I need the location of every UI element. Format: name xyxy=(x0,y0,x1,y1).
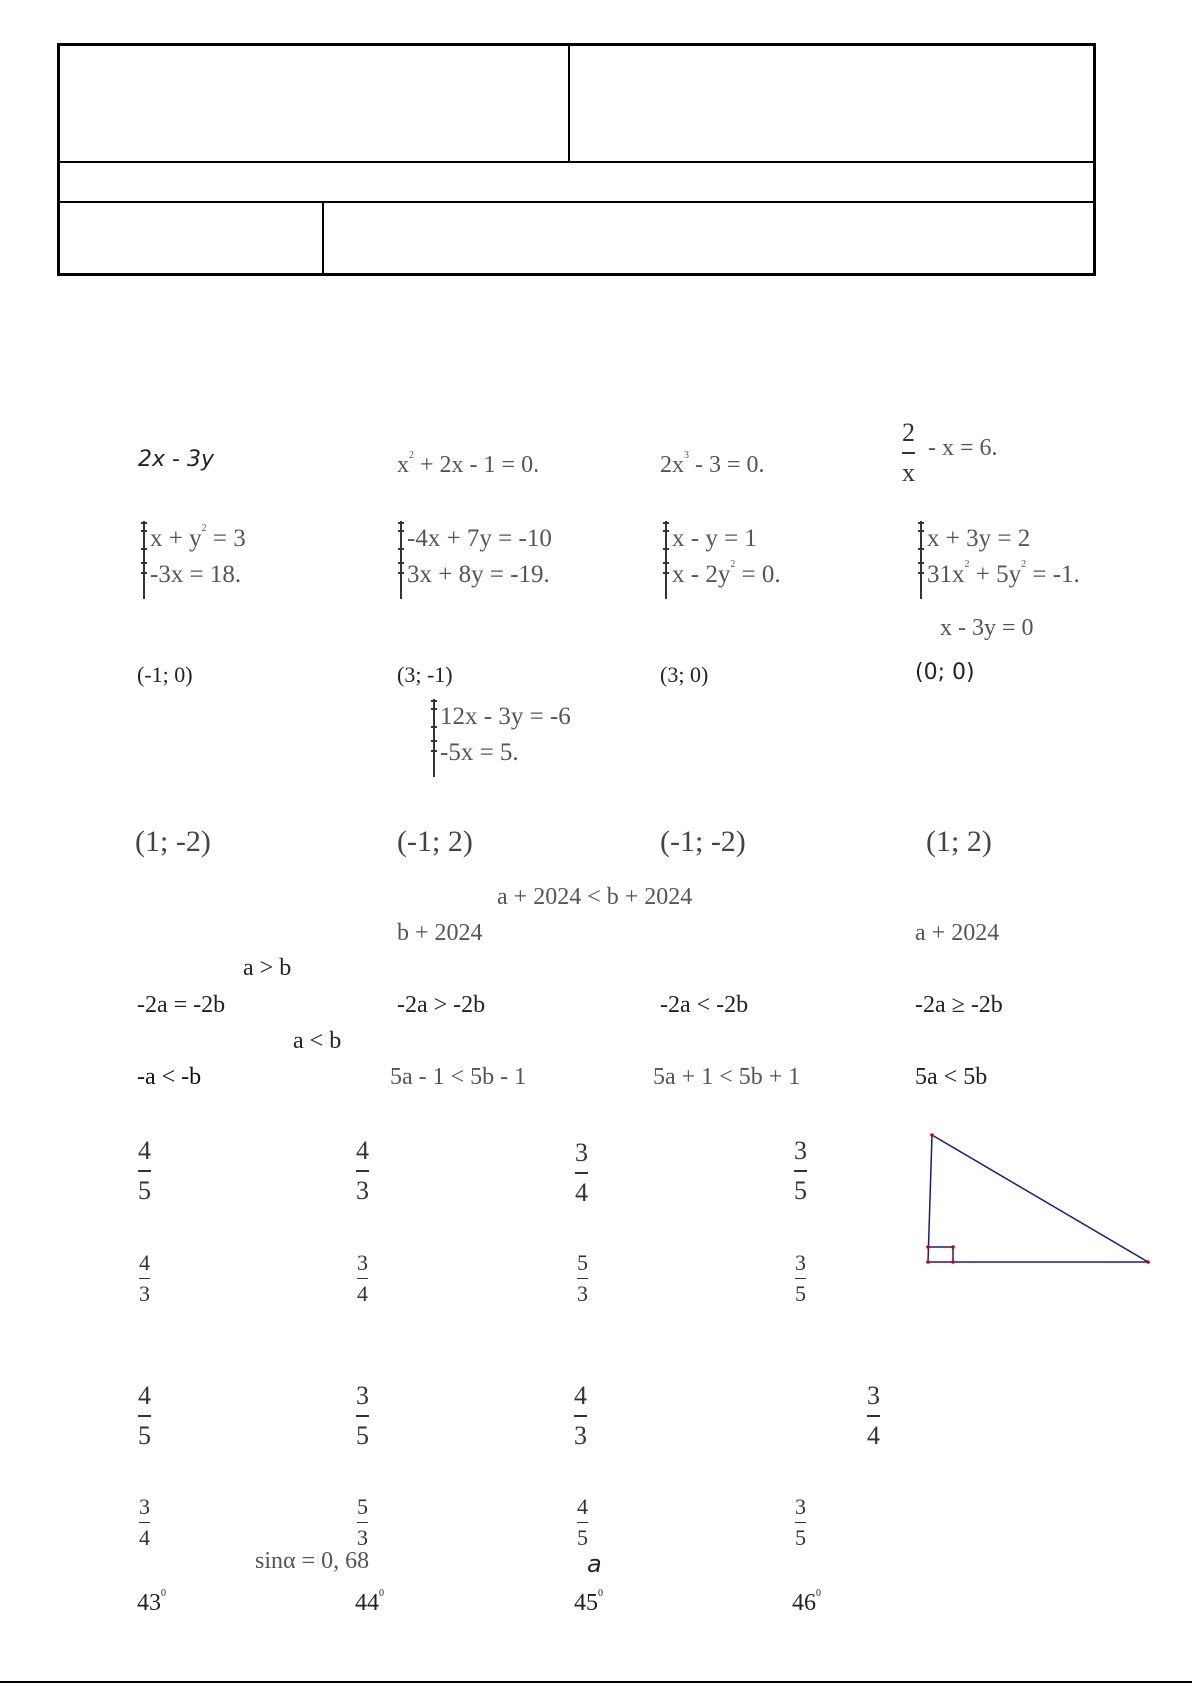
brace-icon xyxy=(138,519,148,601)
angle-option-1: $43^0$ xyxy=(137,1588,166,1616)
option-q7-2: 5a - 1 < 5b - 1 xyxy=(390,1064,527,1090)
right-angle-marker xyxy=(928,1247,953,1262)
right-triangle-diagram xyxy=(920,1132,1152,1280)
fraction-q10-4: 3 4 xyxy=(867,1381,880,1450)
option-cubic: $2x^3 - 3 = 0$. xyxy=(660,450,765,478)
pair-q4-3: (-1; -2) xyxy=(660,825,746,858)
fraction-q9-3: 5 3 xyxy=(577,1250,588,1306)
fraction-q11-3: 4 5 xyxy=(577,1494,588,1550)
pair-option-3: (3; 0) xyxy=(660,662,709,687)
fraction-q11-1: 3 4 xyxy=(139,1494,150,1550)
fraction-q8-1: 4 5 xyxy=(138,1136,151,1205)
option-q6-3: -2a < -2b xyxy=(660,992,749,1018)
header-row-2 xyxy=(60,161,1093,203)
option-fraction-2-over-x: 2 x xyxy=(902,418,915,487)
system-line-2: $31x^2 + 5y^2 = -1$. xyxy=(927,559,1080,588)
system-line-2: 3x + 8y = -19. xyxy=(407,561,550,588)
pair-q4-4: (1; 2) xyxy=(926,825,992,858)
header-table xyxy=(57,43,1096,276)
angle-variable: a xyxy=(587,1550,602,1578)
system-line-1: -4x + 7y = -10 xyxy=(407,525,552,552)
inequality-option-d: a + 2024 xyxy=(915,920,1000,946)
fraction-q10-2: 3 5 xyxy=(356,1381,369,1450)
inequality-option-b: b + 2024 xyxy=(397,920,483,946)
brace-icon xyxy=(660,519,670,601)
option-q7-3: 5a + 1 < 5b + 1 xyxy=(653,1064,801,1090)
system-line-2: $x - 2y^2 = 0$. xyxy=(672,559,781,588)
fraction-q11-4: 3 5 xyxy=(795,1494,806,1550)
angle-option-4: $46^0$ xyxy=(792,1588,821,1616)
triangle-shape xyxy=(928,1135,1148,1262)
system-line-2: -3x = 18. xyxy=(150,561,242,588)
condition-a-gt-b: a > b xyxy=(243,955,292,981)
brace-icon xyxy=(915,519,925,601)
inequality-main: a + 2024 < b + 2024 xyxy=(497,884,693,910)
option-quadratic: $x^2 + 2x - 1 = 0$. xyxy=(397,450,540,478)
angle-option-3: $45^0$ xyxy=(574,1588,603,1616)
pair-option-2: (3; -1) xyxy=(397,662,453,687)
fraction-q9-4: 3 5 xyxy=(795,1250,806,1306)
pair-q4-1: (1; -2) xyxy=(135,825,211,858)
header-row-1 xyxy=(60,46,1093,163)
marker-point xyxy=(951,1260,955,1264)
marker-point xyxy=(926,1245,930,1249)
pair-q4-2: (-1; 2) xyxy=(397,825,473,858)
brace-icon xyxy=(395,519,405,601)
system-line-1: x + 3y = 2 xyxy=(927,525,1031,552)
option-q7-4: 5a < 5b xyxy=(915,1064,988,1090)
sin-given: sinα = 0, 68 xyxy=(255,1548,370,1574)
pair-option-4: (0; 0) xyxy=(915,660,975,685)
vertex-top xyxy=(930,1133,934,1137)
header-cell-left xyxy=(60,46,570,161)
option-q6-2: -2a > -2b xyxy=(397,992,486,1018)
option-q7-1: -a < -b xyxy=(137,1064,202,1090)
fraction-q8-3: 3 4 xyxy=(575,1138,588,1207)
option-q6-4: -2a ≥ -2b xyxy=(915,992,1003,1018)
fraction-q9-2: 3 4 xyxy=(357,1250,368,1306)
fraction-q11-2: 5 3 xyxy=(357,1494,368,1550)
expression-2x-3y: 2x - 3y xyxy=(138,447,214,472)
pair-option-1: (-1; 0) xyxy=(137,662,193,687)
condition-a-lt-b: a < b xyxy=(293,1028,342,1054)
fraction-q8-2: 4 3 xyxy=(356,1136,369,1205)
option-q6-1: -2a = -2b xyxy=(137,992,226,1018)
system-line-1: $x + y^2 = 3$ xyxy=(150,523,246,552)
angle-option-2: $44^0$ xyxy=(355,1588,384,1616)
vertex-right xyxy=(1146,1260,1150,1264)
system-line-1: 12x - 3y = -6 xyxy=(440,703,571,730)
brace-icon xyxy=(428,697,438,779)
equation-x-3y: x - 3y = 0 xyxy=(940,615,1034,641)
header-cell-bottom-left xyxy=(60,203,324,276)
page-bottom-rule xyxy=(0,1681,1192,1683)
system-line-1: x - y = 1 xyxy=(672,525,757,552)
fraction-q9-1: 4 3 xyxy=(139,1250,150,1306)
system-line-2: -5x = 5. xyxy=(440,739,519,766)
marker-point xyxy=(951,1245,955,1249)
fraction-q10-3: 4 3 xyxy=(574,1381,587,1450)
vertex-right-angle xyxy=(926,1260,930,1264)
fraction-q8-4: 3 5 xyxy=(794,1136,807,1205)
fraction-q10-1: 4 5 xyxy=(138,1381,151,1450)
option-fraction-rest: - x = 6. xyxy=(928,435,998,461)
